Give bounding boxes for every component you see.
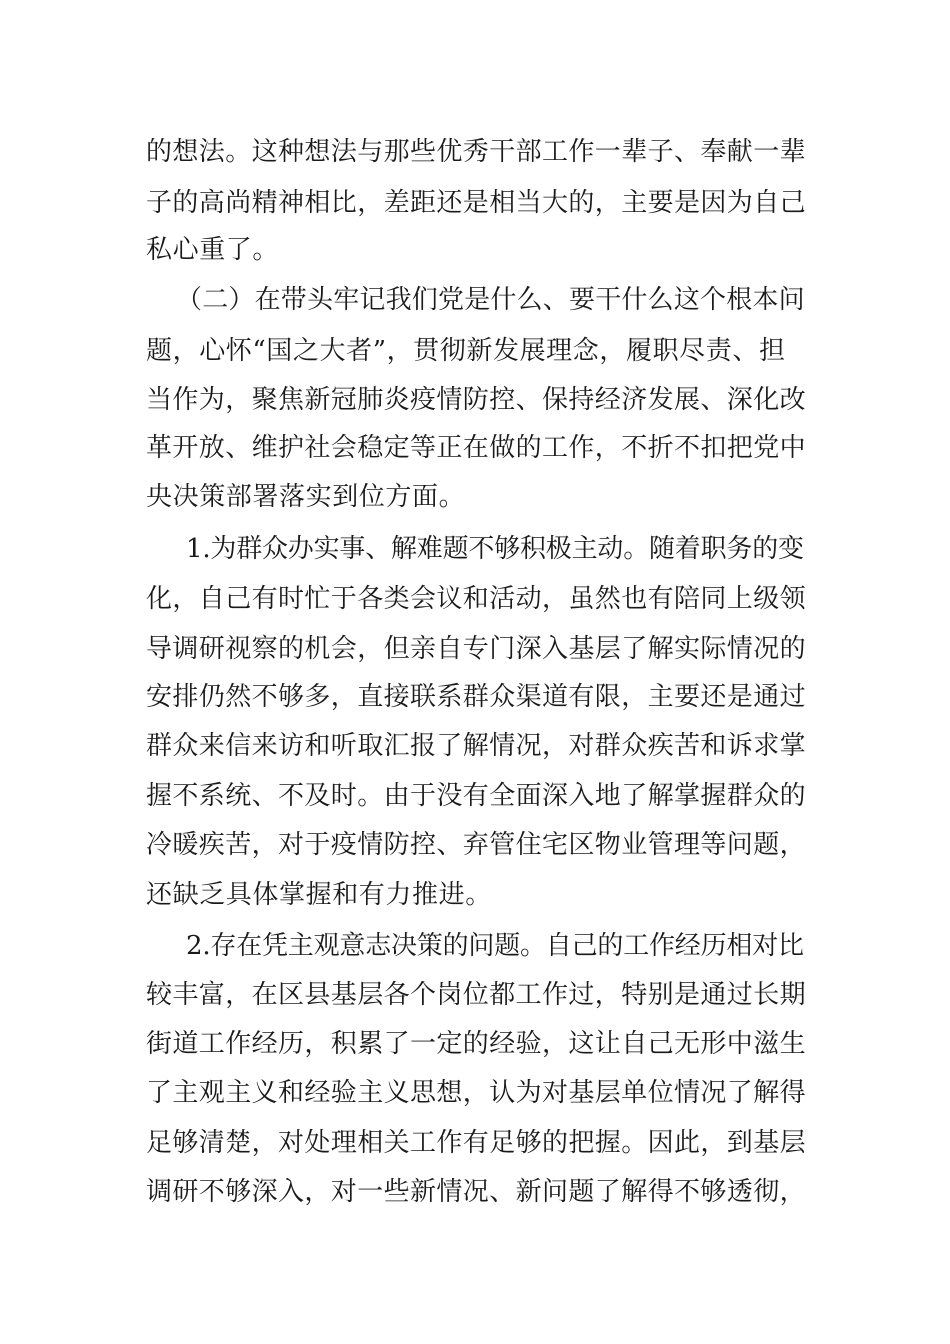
text-line: 冷暖疾苦，对于疫情防控、弃管住宅区物业管理等问题，: [146, 830, 807, 860]
item-heading-line: 1.为群众办实事、解难题不够积极主动。随着职务的变: [186, 534, 804, 564]
text-line: 化，自己有时忙于各类会议和活动，虽然也有陪同上级领: [146, 584, 807, 614]
item-heading-line: 2.存在凭主观意志决策的问题。自己的工作经历相对比: [186, 931, 804, 961]
text-line: 题，心怀“国之大者”，贯彻新发展理念，履职尽责、担: [146, 336, 786, 366]
text-line: 安排仍然不够多，直接联系群众渠道有限，主要还是通过: [146, 682, 807, 712]
text-line: 街道工作经历，积累了一定的经验，这让自己无形中滋生: [146, 1029, 807, 1059]
text-line: 当作为，聚焦新冠肺炎疫情防控、保持经济发展、深化改: [146, 385, 807, 415]
text-line: 群众来信来访和听取汇报了解情况，对群众疾苦和诉求掌: [146, 731, 807, 761]
section-heading-line: （二）在带头牢记我们党是什么、要干什么这个根本问: [176, 285, 805, 315]
text-line: 央决策部署落实到位方面。: [146, 482, 466, 512]
text-line: 握不系统、不及时。由于没有全面深入地了解掌握群众的: [146, 781, 807, 811]
text-line: 私心重了。: [146, 235, 280, 265]
text-line: 还缺乏具体掌握和有力推进。: [146, 880, 492, 910]
text-line: 较丰富，在区县基层各个岗位都工作过，特别是通过长期: [146, 980, 807, 1010]
text-line: 的想法。这种想法与那些优秀干部工作一辈子、奉献一辈: [146, 137, 807, 167]
text-line: 足够清楚，对处理相关工作有足够的把握。因此，到基层: [146, 1128, 807, 1158]
text-line: 子的高尚精神相比，差距还是相当大的，主要是因为自己: [146, 188, 807, 218]
text-line: 革开放、维护社会稳定等正在做的工作，不折不扣把党中: [146, 433, 807, 463]
text-line: 了主观主义和经验主义思想，认为对基层单位情况了解得: [146, 1078, 807, 1108]
text-line: 调研不够深入，对一些新情况、新问题了解得不够透彻，: [146, 1177, 807, 1207]
text-line: 导调研视察的机会，但亲自专门深入基层了解实际情况的: [146, 634, 807, 664]
